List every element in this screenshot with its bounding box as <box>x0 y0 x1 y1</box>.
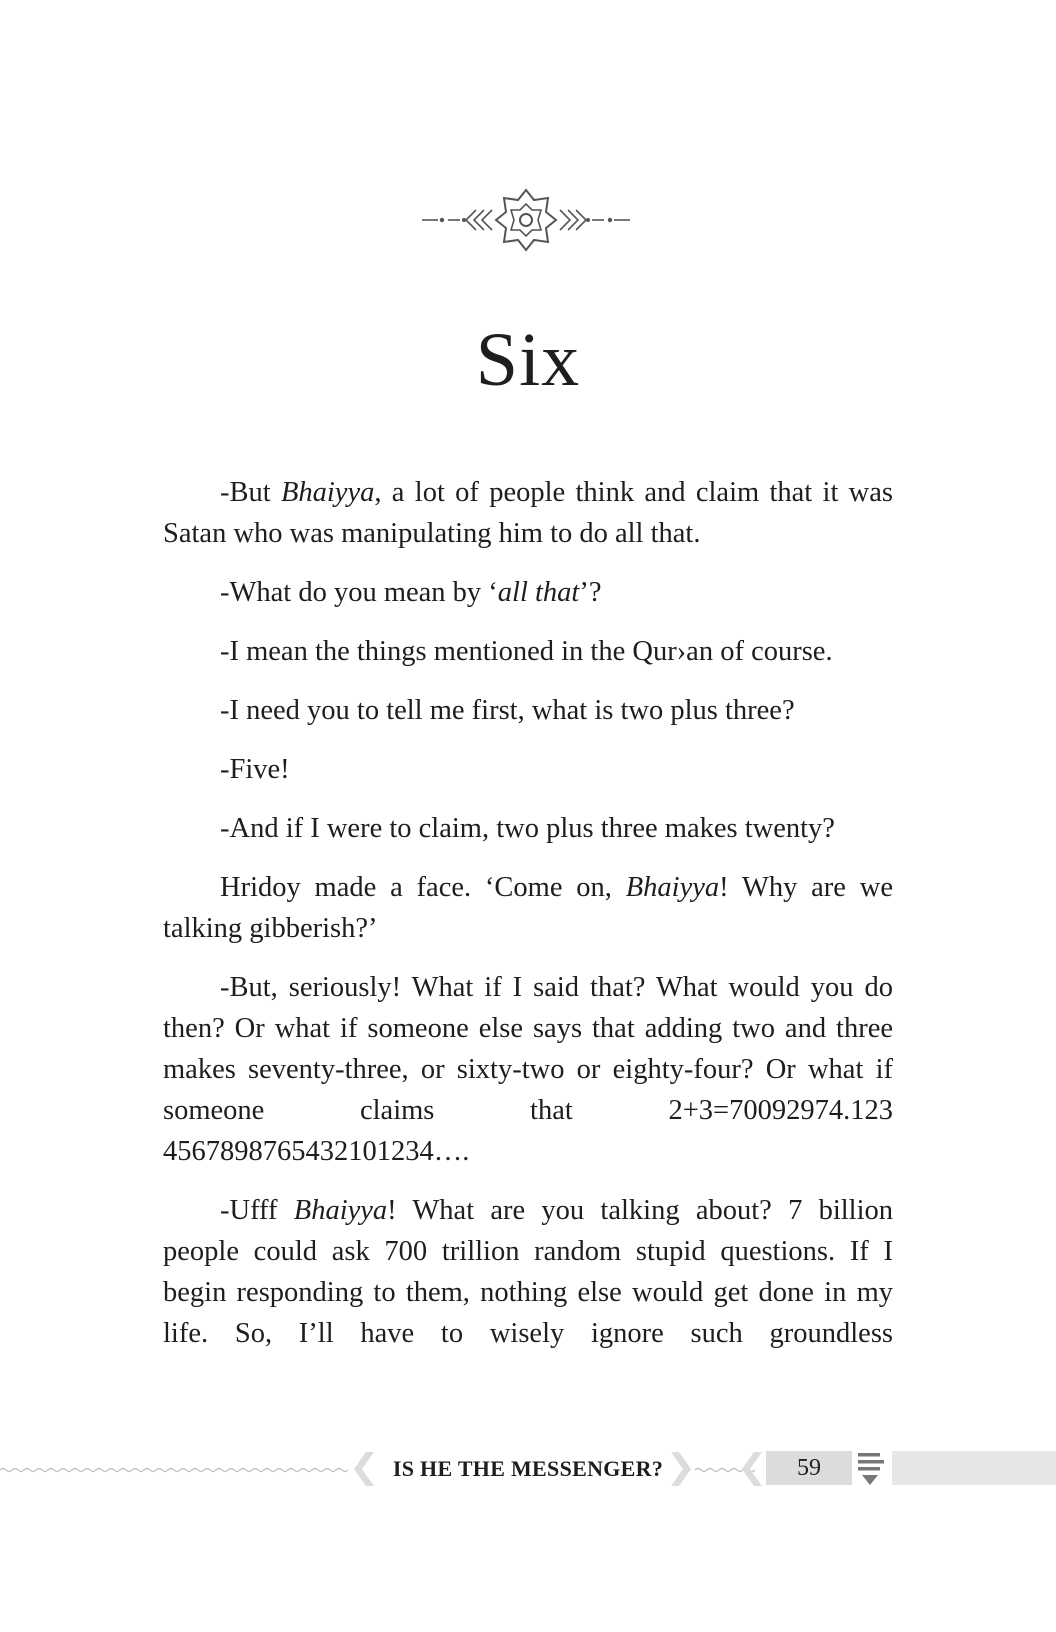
text-run: -What do you mean by ‘ <box>220 577 498 608</box>
text-run: -But <box>220 477 281 508</box>
text-run: ’? <box>579 577 602 608</box>
text-run: ! Why are we talking gibberish?’ <box>163 872 893 944</box>
paragraph <box>163 472 893 554</box>
italic-text: Bhaiyya <box>293 1195 388 1226</box>
text-run: -I mean the things mentioned in the Qur›an of course. <box>220 636 833 667</box>
paragraph <box>163 749 893 790</box>
paragraph <box>163 631 893 672</box>
chapter-title: Six <box>475 318 581 402</box>
book-title: IS HE THE MESSENGER? <box>392 1456 664 1481</box>
body-text <box>163 472 893 1354</box>
text-run: -I need you to tell me first, what is two plus three? <box>220 695 795 726</box>
page-footer <box>0 1448 1056 1490</box>
text-run: -But, seriously! What if I said that? What would you do then? Or what if someone else says that adding two and three makes seventy-three, or sixty-two or eighty-four? Or what if someone claims that 2+3=70092974.123 4567898765432101234…. <box>163 972 893 1167</box>
text-run: , a lot of people think and claim that it was Satan who was manipulating him to do all that. <box>163 477 893 549</box>
italic-text: Bhaiyya <box>625 872 720 903</box>
text-run: ! What are you talking about? 7 billion people could ask 700 trillion random stupid questions. If I begin responding to them, nothing else would get done in my life. So, I’ll have to wisely ignore such groundless <box>163 1195 894 1349</box>
paragraph <box>163 1190 893 1354</box>
text-run: -And if I were to claim, two plus three makes twenty? <box>220 813 835 844</box>
italic-text: all that <box>497 577 580 608</box>
text-run: -Five! <box>220 754 290 785</box>
star-ornament-icon <box>420 186 632 254</box>
footer-bar <box>892 1451 1056 1485</box>
paragraph <box>163 690 893 731</box>
page-number: 59 <box>797 1455 821 1481</box>
paragraph <box>163 572 893 613</box>
text-run: Hridoy made a face. ‘Come on, <box>220 872 626 903</box>
paragraph <box>163 867 893 949</box>
paragraph <box>163 808 893 849</box>
publisher-logo-icon <box>856 1450 888 1488</box>
italic-text: Bhaiyya <box>280 477 375 508</box>
text-run: -Ufff <box>220 1195 294 1226</box>
paragraph <box>163 967 893 1172</box>
